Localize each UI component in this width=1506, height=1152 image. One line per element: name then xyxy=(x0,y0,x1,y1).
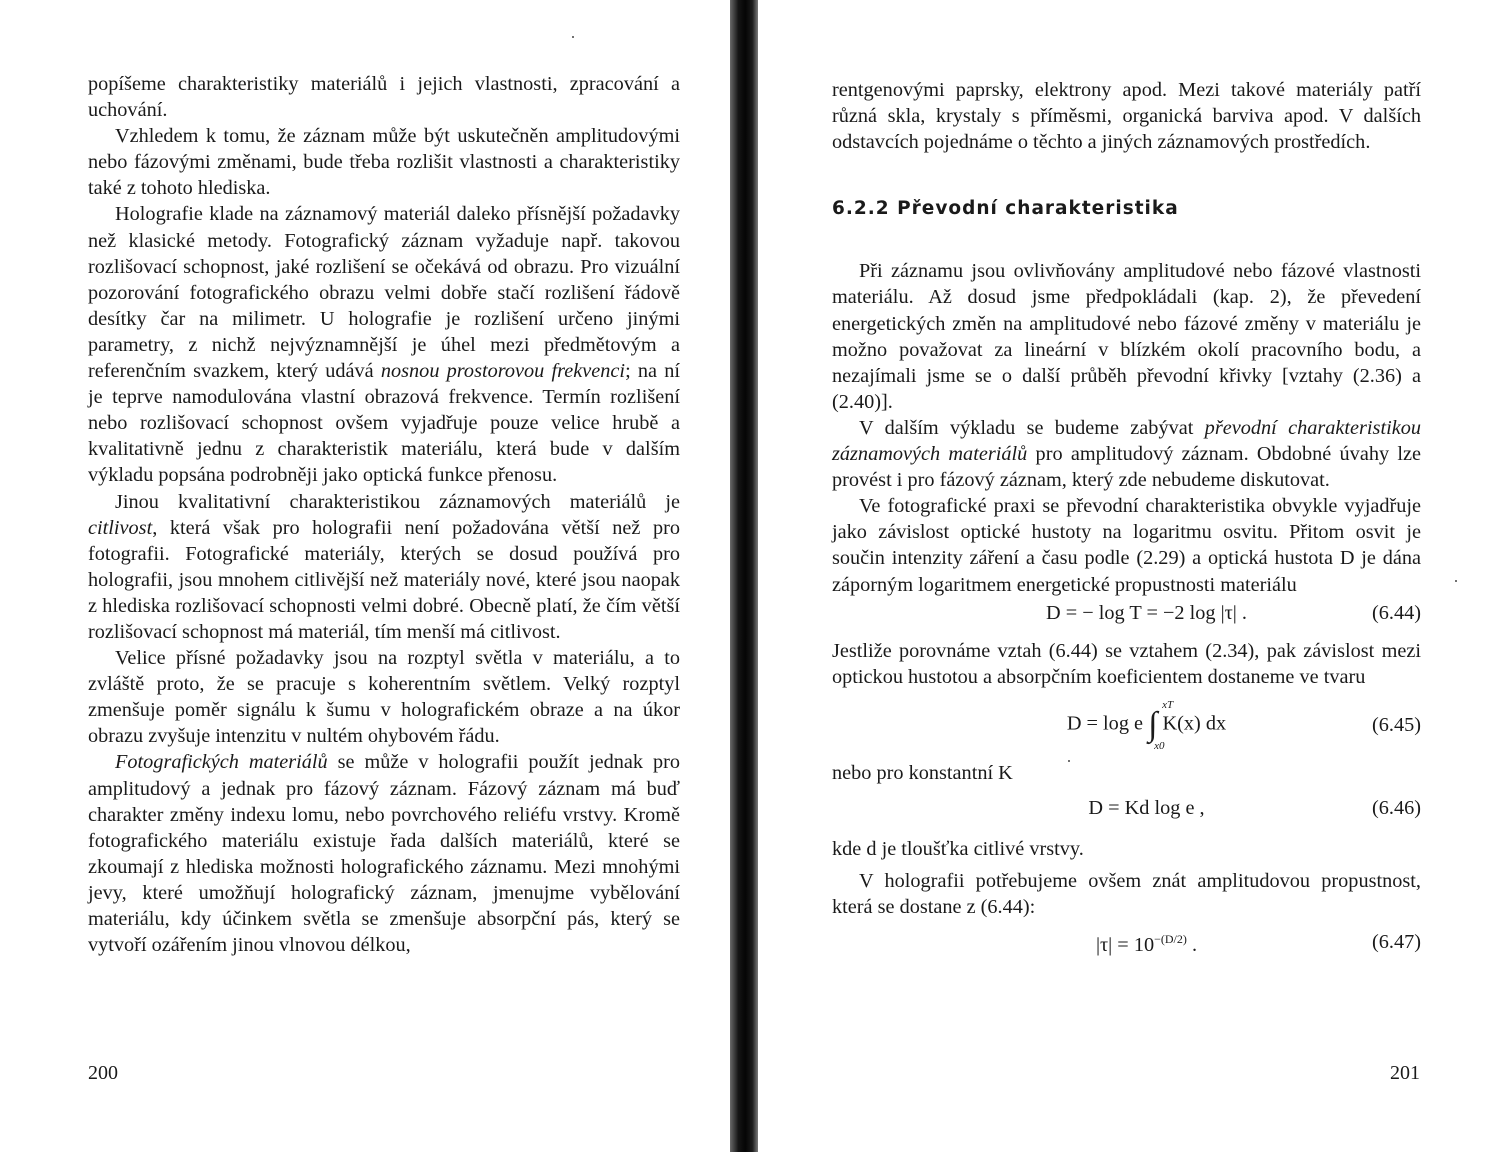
page-number-right: 201 xyxy=(1390,1062,1420,1084)
right-paragraph-5: nebo pro konstantní K xyxy=(832,761,1013,784)
right-paragraph-7: V holografii potřebujeme ovšem znát amplitudovou propustnost, která se dostane z (6.44): xyxy=(832,869,1421,919)
right-paragraph-1: Při záznamu jsou ovlivňovány amplitudové nebo fázové vlastnosti materiálu. Až dosud jsme předpokládali (kap. 2), že převedení energetických změn na amplitudové nebo fázové změny v materiálu je možno považovat za lineární v blízkém okolí pracovního bodu, a nezajímali jsme se o další průběh převodní křivky [vztahy (2.36) a (2.40)]. xyxy=(832,260,1421,413)
right-page-text xyxy=(832,77,1421,964)
equation-6-44-number: (6.44) xyxy=(1372,601,1421,624)
left-page xyxy=(0,0,730,1152)
integral-sign: ∫ xT x0 xyxy=(1148,698,1174,752)
right-intro-paragraph: rentgenovými paprsky, elektrony apod. Mezi takové materiály patří různá skla, krystaly s příměsmi, organická barviva apod. V dalších odstavcích pojednáme o těchto a jiných záznamových prostředích. xyxy=(832,79,1421,154)
right-paragraph-6: kde d je tloušťka citlivé vrstvy. xyxy=(832,837,1084,860)
left-paragraph-5: Velice přísné požadavky jsou na rozptyl světla v materiálu, a to zvláště proto, že se pracuje s koherentním světlem. Velký rozptyl zmenšuje poměr signálu k šumu v holografickém obraze a na úkor obrazu zvyšuje intenzitu v nultém ohybovém řádu. xyxy=(88,647,680,748)
equation-6-47: $|\tau| = 10^{-(D/2)}$ . (6.47) xyxy=(1095,931,1421,956)
right-paragraph-2: V dalším výkladu se budeme zabývat převodní charakteristikou záznamových materiálů pro amplitudový záznam. Obdobné úvahy lze provést i pro fázový záznam, který zde nebudeme diskutovat. xyxy=(832,416,1422,492)
equation-6-46 xyxy=(832,786,1421,830)
equation-6-44 xyxy=(832,598,1421,628)
section-heading: 6.2.2 Převodní charakteristika xyxy=(832,198,1179,220)
left-paragraph-6: Fotografických materiálů se může v holografii použít jednak pro amplitudový a jednak pro fázový záznam. Fázový záznam má buď charakter změny indexu lomu, nebo povrchového reliéfu vrstvy. Kromě fotografického materiálu existuje řada dalších materiálů, které se zkoumají z hlediska možnosti holografického záznamu. Mezi mnohými jevy, které umožňují holografický záznam, jmenujme vybělování materiálu, kdy účinkem světla se zmenšuje absorpční pás, který se vytvoří ozářením jinou vlnovou délkou, xyxy=(88,751,680,957)
equation-6-45-number: (6.45) xyxy=(1372,713,1421,736)
equation-6-47-lhs: |τ| = 10 xyxy=(1095,933,1155,956)
right-paragraph-4: Jestliže porovnáme vztah (6.44) se vztahem (2.34), pak závislost mezi optickou hustotou a absorpčním koeficientem dostaneme ve tvaru xyxy=(832,639,1421,688)
scan-speck xyxy=(1455,580,1457,582)
equation-6-45 xyxy=(832,690,1421,760)
equation-6-47-exponent: −(D/2) xyxy=(1154,932,1187,947)
equation-6-45-lhs: D = log e xyxy=(1066,712,1144,735)
left-paragraph-2: Vzhledem k tomu, že záznam může být uskutečněn amplitudovými nebo fázovými změnami, bude třeba rozlišit vlastnosti a charakteristiky také z tohoto hlediska. xyxy=(88,125,680,200)
right-paragraph-3: Ve fotografické praxi se převodní charakteristika obvykle vyjadřuje jako závislost optické hustoty na logaritmu osvitu. Přitom osvit je součin intenzity záření a času podle (2.29) a optická hustota D je dána záporným logaritmem energetické propustnosti materiálu xyxy=(832,495,1421,596)
left-paragraph-4: Jinou kvalitativní charakteristikou záznamových materiálů je citlivost, která však pro holografii není požadována větší než pro fotografii. Fotografické materiály, kterých se dosud používá pro holografii, jsou mnohem citlivější než materiály nové, které jsou naopak z hlediska rozlišovací schopnosti velmi dobré. Obecně platí, že čím větší rozlišovací schopnost má materiál, tím menší má citlivost. xyxy=(88,490,680,643)
integral-lower-limit: x0 xyxy=(1154,739,1165,752)
book-spine xyxy=(730,0,758,1152)
left-paragraph-1: popíšeme charakteristiky materiálů i jejich vlastnosti, zpracování a uchování. xyxy=(88,73,680,122)
left-paragraph-3: Holografie klade na záznamový materiál daleko přísnější požadavky než klasické metody. Fotografický záznam vyžaduje např. takovou rozlišovací schopnost, jaké rozlišení se očekává od obrazu. Pro vizuální pozorování fotografického obrazu velmi dobře stačí rozlišení řádově desítky čar na milimetr. U holografie je rozlišení určeno jinými parametry, z nichž nejvýznamnější je úhel mezi předmětovým a referenčním svazkem, který udává nosnou prostorovou frekvenci; na ní je teprve namodulována vlastní obrazová frekvence. Termín rozlišení nebo rozlišovací schopnost ovšem vyjadřuje pouze velice hrubě a kvalitativně jednu z charakteristik materiálu, která bude v dalším výkladu popsána podrobněji jako optická funkce přenosu. xyxy=(88,203,680,487)
page-number-left: 200 xyxy=(88,1062,118,1084)
equation-6-46-expression: D = Kd log e , xyxy=(1088,796,1205,819)
equation-6-46-number: (6.46) xyxy=(1372,796,1421,819)
equation-6-47-number: (6.47) xyxy=(1372,931,1421,954)
equation-6-44-expression: D = − log T = −2 log |τ| . xyxy=(1046,601,1247,624)
equation-6-45-integrand: K(x) dx xyxy=(1162,712,1227,735)
scan-speck xyxy=(1068,760,1070,762)
right-page xyxy=(758,0,1506,1152)
left-page-text xyxy=(88,71,680,958)
integral-upper-limit: xT xyxy=(1162,698,1174,711)
scan-speck xyxy=(572,36,574,38)
